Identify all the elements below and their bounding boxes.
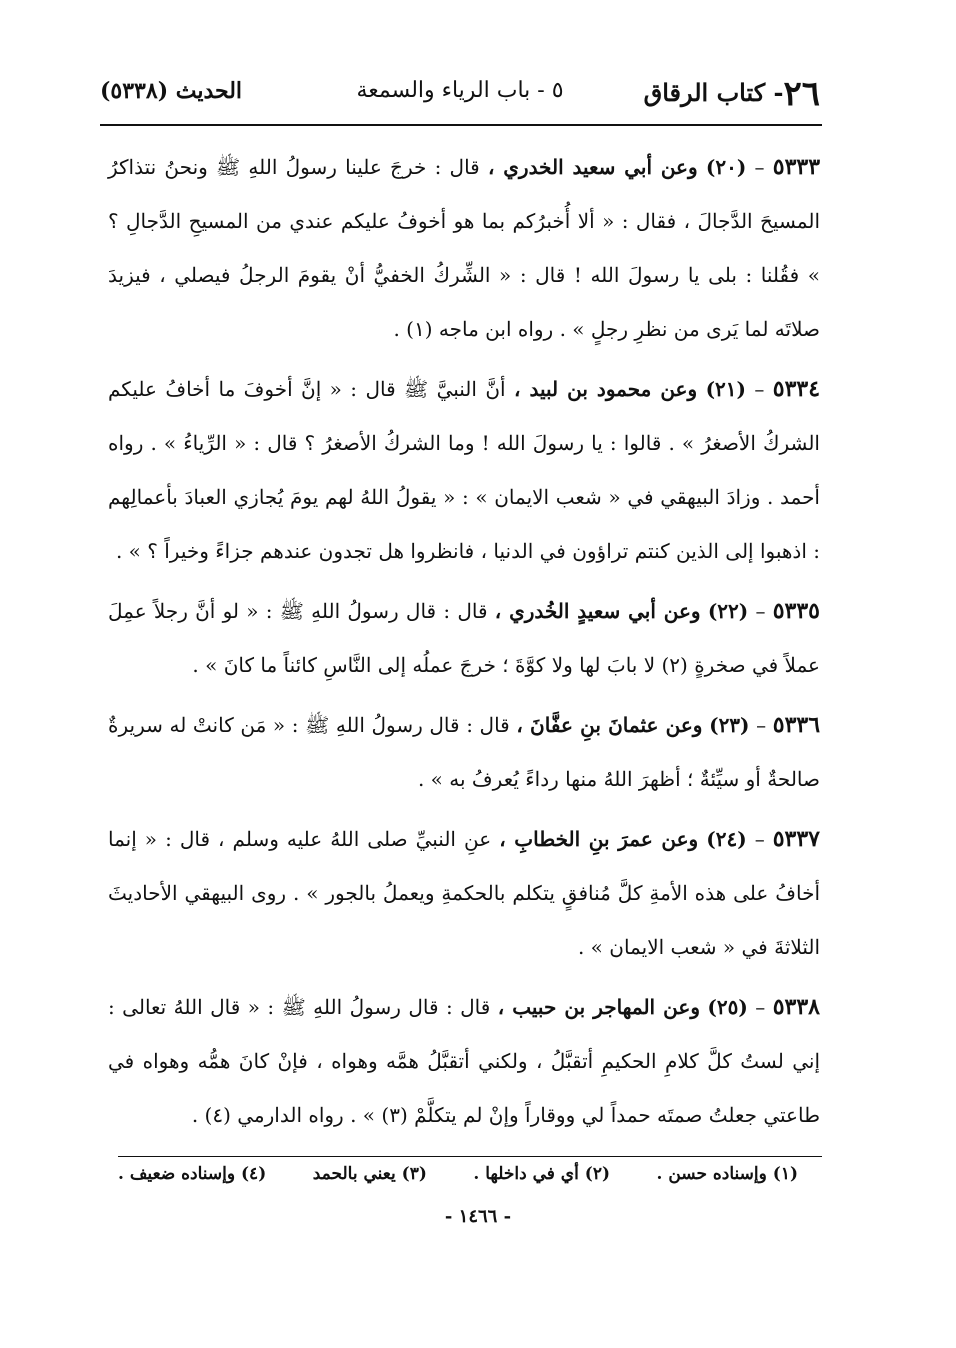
footnote: (٢) أي في داخلها . xyxy=(473,1164,610,1184)
hadith-subnumber: (٢٣) xyxy=(709,713,750,737)
footnotes-divider xyxy=(118,1156,822,1157)
hadith-entry: ٥٣٣٨ – (٢٥) وعن المهاجر بن حبيب ، قال : قال رسولُ اللهِ ﷺ : « قال اللهُ تعالى : إني لستُ كلَّ كلامِ الحكيمِ أتقبَّلُ ، ولكني أتقبَّلُ همَّه وهواه ، فإنْ كانَ همُّه وهواه في طاعتي جعلتُ صمتَه حمداً لي ووقاراً وإنْ لم يتكلَّمْ (٣) » . رواه الدارمي (٤) . xyxy=(108,994,820,1127)
hadith-entry: ٥٣٣٥ – (٢٢) وعن أبي سعيدٍ الخُدري ، قال : قال رسولُ اللهِ ﷺ : « لو أنَّ رجلاً عمِلَ عملاً في صخرةٍ (٢) لا بابَ لها ولا كوَّةَ ؛ خرجَ عملُه إلى النَّاسِ كائناً ما كانَ » . xyxy=(108,598,820,677)
footnote: (١) وإسناده حسن . xyxy=(656,1164,798,1184)
hadith-narrator: وعن المهاجر بن حبيب ، xyxy=(497,995,700,1019)
chapter-title: ٥ - باب الرياء والسمعة xyxy=(356,78,564,103)
hadith-narrator: وعن محمود بن لبيد ، xyxy=(514,377,698,401)
hadith-narrator: وعن عمرَ بنِ الخطابِ ، xyxy=(499,827,699,851)
hadith-entry: ٥٣٣٤ – (٢١) وعن محمود بن لبيد ، أنَّ النبيَّ ﷺ قال : « إنَّ أخوفَ ما أخافُ عليكم الشركُ الأصغرُ » . قالوا : يا رسولَ الله ! وما الشركُ الأصغرُ ؟ قال : « الرِّياءُ » . رواه أحمد . وزادَ البيهقي في « شعب الايمان » : « يقولُ اللهُ لهم يومَ يُجازي العبادَ بأعمالِهم : اذهبوا إلى الذين كنتم تراؤون في الدنيا ، فانظروا هل تجدون عندهم جزاءً وخيراً ؟ » . xyxy=(108,376,821,563)
hadith-reference: الحديث (٥٣٣٨) xyxy=(100,78,243,104)
hadith-text: قال : قال رسولُ اللهِ ﷺ : « قال اللهُ تعالى : إني لستُ كلَّ كلامِ الحكيمِ أتقبَّلُ ، ولكني أتقبَّلُ همَّه وهواه ، فإنْ كانَ همُّه وهواه في طاعتي جعلتُ صمتَه حمداً لي ووقاراً وإنْ لم يتكلَّمْ (٣) » . رواه الدارمي (٤) . xyxy=(108,995,820,1127)
book-number: ٢٦ xyxy=(783,74,820,114)
hadith-number: ٥٣٣٧ xyxy=(772,826,820,852)
footnote: (٤) وإسناده ضعيف . xyxy=(118,1164,267,1184)
hadith-number: ٥٣٣٥ xyxy=(772,598,820,624)
hadith-narrator: وعن عثمانَ بنِ عفَّانَ ، xyxy=(516,713,703,737)
hadith-entry: ٥٣٣٧ – (٢٤) وعن عمرَ بنِ الخطابِ ، عنِ النبيِّ صلى اللهُ عليه وسلم ، قال : « إنما أخافُ على هذه الأمةِ كلَّ مُنافقٍ يتكلم بالحكمةِ ويعملُ بالجور » . روى البيهقي الأحاديثَ الثلاثةَ في « شعب الايمان » . xyxy=(108,826,820,959)
book-name: - كتاب الرقاق xyxy=(643,78,784,107)
hadith-text: عنِ النبيِّ صلى اللهُ عليه وسلم ، قال : « إنما أخافُ على هذه الأمةِ كلَّ مُنافقٍ يتكلم بالحكمةِ ويعملُ بالجور » . روى البيهقي الأحاديثَ الثلاثةَ في « شعب الايمان » . xyxy=(108,827,820,959)
hadith-narrator: وعن أبي سعيد الخدري ، xyxy=(487,155,698,179)
hadith-text: قال : قال رسولُ اللهِ ﷺ : « مَن كانتْ له سريرةٌ صالحةٌ أو سيِّئةٌ ؛ أظهرَ اللهُ منها رداءً يُعرفُ به » . xyxy=(108,713,820,791)
hadith-text: أنَّ النبيَّ ﷺ قال : « إنَّ أخوفَ ما أخافُ عليكم الشركُ الأصغرُ » . قالوا : يا رسولَ الله ! وما الشركُ الأصغرُ ؟ قال : « الرِّياءُ » . رواه أحمد . وزادَ البيهقي في « شعب الايمان » : « يقولُ اللهُ لهم يومَ يُجازي العبادَ بأعمالِهم : اذهبوا إلى الذين كنتم تراؤون في الدنيا ، فانظروا هل تجدون عندهم جزاءً وخيراً ؟ » . xyxy=(108,377,820,563)
hadith-number: ٥٣٣٤ xyxy=(772,376,821,402)
hadith-number: ٥٣٣٣ xyxy=(772,154,821,180)
hadith-number: ٥٣٣٨ xyxy=(772,994,820,1020)
hadith-text: قال : قال رسولُ اللهِ ﷺ : « لو أنَّ رجلاً عمِلَ عملاً في صخرةٍ (٢) لا بابَ لها ولا كوَّةَ ؛ خرجَ عملُه إلى النَّاسِ كائناً ما كانَ » . xyxy=(108,599,820,677)
hadith-text: قال : خرجَ علينا رسولُ اللهِ ﷺ ونحنُ نتذاكرُ المسيحَ الدَّجالَ ، فقال : « ألا أُخبرُكم بما هو أخوفُ عليكم عندي من المسيحِ الدَّجالِ ؟ » فقُلنا : بلى يا رسولَ الله ! قال : « الشِّركُ الخفيُّ أنْ يقومَ الرجلُ فيصلي ، فيزيدَ صلاتَه لما يَرى من نظرِ رجلٍ » . رواه ابن ماجه (١) . xyxy=(108,155,820,341)
hadith-subnumber: (٢١) xyxy=(705,377,746,401)
footnote: (٣) يعني بالحمد xyxy=(312,1164,427,1184)
header-divider xyxy=(100,124,822,126)
footnotes xyxy=(118,1164,798,1184)
hadith-number: ٥٣٣٦ xyxy=(772,712,821,738)
hadith-subnumber: (٢٤) xyxy=(706,827,747,851)
hadith-subnumber: (٢٢) xyxy=(707,599,749,623)
page-header xyxy=(100,74,820,122)
main-text xyxy=(108,140,820,1148)
hadith-narrator: وعن أبي سعيدٍ الخُدري ، xyxy=(494,599,701,623)
page-number: - ١٤٦٦ - xyxy=(444,1206,512,1227)
hadith-entry: ٥٣٣٦ – (٢٣) وعن عثمانَ بنِ عفَّانَ ، قال : قال رسولُ اللهِ ﷺ : « مَن كانتْ له سريرةٌ صالحةٌ أو سيِّئةٌ ؛ أظهرَ اللهُ منها رداءً يُعرفُ به » . xyxy=(108,712,821,791)
hadith-subnumber: (٢٥) xyxy=(707,995,748,1019)
hadith-entry: ٥٣٣٣ – (٢٠) وعن أبي سعيد الخدري ، قال : خرجَ علينا رسولُ اللهِ ﷺ ونحنُ نتذاكرُ المسيحَ الدَّجالَ ، فقال : « ألا أُخبرُكم بما هو أخوفُ عليكم عندي من المسيحِ الدَّجالِ ؟ » فقُلنا : بلى يا رسولَ الله ! قال : « الشِّركُ الخفيُّ أنْ يقومَ الرجلُ فيصلي ، فيزيدَ صلاتَه لما يَرى من نظرِ رجلٍ » . رواه ابن ماجه (١) . xyxy=(108,154,821,341)
hadith-subnumber: (٢٠) xyxy=(705,155,747,179)
